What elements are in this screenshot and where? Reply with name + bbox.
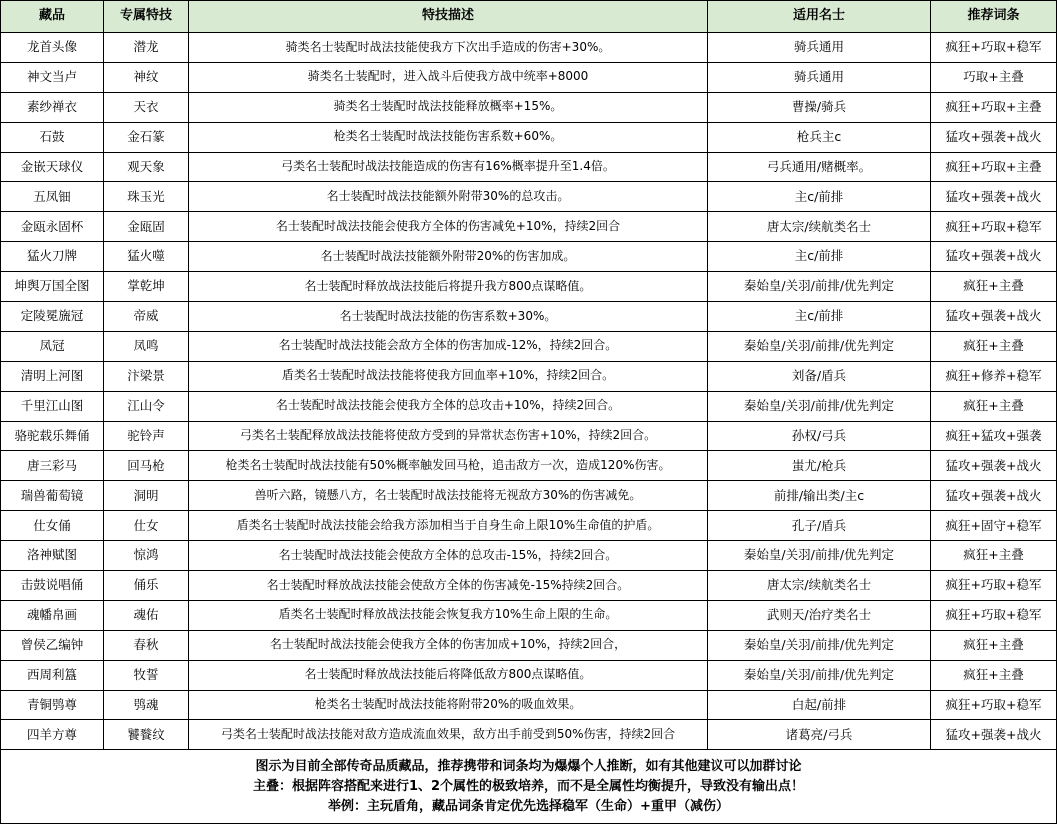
cell-collection: 龙首头像: [1, 33, 104, 63]
table-row: [1, 421, 1057, 451]
cell-skill: 回马枪: [104, 451, 189, 481]
cell-recommended-affix: 疯狂+巧取+主叠: [931, 152, 1057, 182]
cell-collection: 魂幡帛画: [1, 600, 104, 630]
cell-skill: 鸮魂: [104, 690, 189, 720]
cell-collection: 坤舆万国全图: [1, 272, 104, 302]
cell-suitable-hero: 白起/前排: [708, 690, 931, 720]
header-collection: 藏品: [1, 1, 104, 33]
cell-recommended-affix: 疯狂+巧取+稳军: [931, 571, 1057, 601]
cell-skill: 洞明: [104, 481, 189, 511]
cell-skill: 驼铃声: [104, 421, 189, 451]
cell-description: 名士装配时战法技能会使我方全体的伤害加成+10%，持续2回合，: [189, 630, 708, 660]
cell-description: 名士装配时战法技能会使我方全体的伤害减免+10%，持续2回合: [189, 212, 708, 242]
notes-row: [1, 750, 1057, 824]
cell-collection: 定陵冕旒冠: [1, 302, 104, 332]
cell-description: 名士装配时战法技能额外附带30%的总攻击。: [189, 182, 708, 212]
cell-skill: 牧誓: [104, 660, 189, 690]
cell-collection: 青铜鸮尊: [1, 690, 104, 720]
table-row: [1, 361, 1057, 391]
table-row: [1, 541, 1057, 571]
cell-description: 盾类名士装配时战法技能会给我方添加相当于自身生命上限10%生命值的护盾。: [189, 511, 708, 541]
table-row: [1, 122, 1057, 152]
cell-collection: 千里江山图: [1, 391, 104, 421]
cell-skill: 仕女: [104, 511, 189, 541]
cell-recommended-affix: 疯狂+巧取+稳军: [931, 690, 1057, 720]
cell-skill: 珠玉光: [104, 182, 189, 212]
cell-description: 盾类名士装配时释放战法技能会恢复我方10%生命上限的生命。: [189, 600, 708, 630]
header-skill: 专属特技: [104, 1, 189, 33]
cell-suitable-hero: 主c/前排: [708, 182, 931, 212]
cell-skill: 春秋: [104, 630, 189, 660]
cell-skill: 凤鸣: [104, 331, 189, 361]
cell-suitable-hero: 秦始皇/关羽/前排/优先判定: [708, 391, 931, 421]
table-row: [1, 630, 1057, 660]
cell-recommended-affix: 疯狂+巧取+稳军: [931, 33, 1057, 63]
cell-collection: 骆驼载乐舞俑: [1, 421, 104, 451]
cell-skill: 观天象: [104, 152, 189, 182]
cell-collection: 唐三彩马: [1, 451, 104, 481]
cell-collection: 击鼓说唱俑: [1, 571, 104, 601]
cell-suitable-hero: 秦始皇/关羽/前排/优先判定: [708, 331, 931, 361]
cell-collection: 洛神赋图: [1, 541, 104, 571]
cell-collection: 清明上河图: [1, 361, 104, 391]
cell-suitable-hero: 秦始皇/关羽/前排/优先判定: [708, 272, 931, 302]
cell-suitable-hero: 秦始皇/关羽/前排/优先判定: [708, 541, 931, 571]
cell-description: 弓类名士装配释放战法技能将使敌方受到的异常状态伤害+10%，持续2回合。: [189, 421, 708, 451]
note-line-3: 举例：主玩盾角，藏品词条肯定优先选择稳军（生命）+重甲（减伤）: [328, 798, 729, 814]
cell-skill: 俑乐: [104, 571, 189, 601]
cell-collection: 四羊方尊: [1, 720, 104, 750]
cell-recommended-affix: 猛攻+强袭+战火: [931, 242, 1057, 272]
cell-description: 名士装配时战法技能会使我方全体的总攻击+10%，持续2回合。: [189, 391, 708, 421]
cell-suitable-hero: 秦始皇/关羽/前排/优先判定: [708, 660, 931, 690]
cell-recommended-affix: 猛攻+强袭+战火: [931, 451, 1057, 481]
cell-description: 名士装配时战法技能会敌方全体的伤害加成-12%，持续2回合。: [189, 331, 708, 361]
cell-recommended-affix: 疯狂+固守+稳军: [931, 511, 1057, 541]
table-row: [1, 511, 1057, 541]
table-row: [1, 391, 1057, 421]
cell-description: 名士装配时释放战法技能会使敌方全体的伤害减免-15%持续2回合。: [189, 571, 708, 601]
cell-skill: 江山令: [104, 391, 189, 421]
table-row: [1, 152, 1057, 182]
cell-recommended-affix: 猛攻+强袭+战火: [931, 122, 1057, 152]
cell-description: 枪类名士装配时战法技能将附带20%的吸血效果。: [189, 690, 708, 720]
cell-description: 盾类名士装配时战法技能将使我方回血率+10%，持续2回合。: [189, 361, 708, 391]
cell-suitable-hero: 诸葛亮/弓兵: [708, 720, 931, 750]
cell-collection: 神文当卢: [1, 62, 104, 92]
cell-recommended-affix: 疯狂+巧取+主叠: [931, 92, 1057, 122]
cell-recommended-affix: 疯狂+主叠: [931, 541, 1057, 571]
cell-recommended-affix: 猛攻+强袭+战火: [931, 182, 1057, 212]
table-row: [1, 690, 1057, 720]
table-row: [1, 33, 1057, 63]
header-suitable-hero: 适用名士: [708, 1, 931, 33]
cell-recommended-affix: 猛攻+强袭+战火: [931, 481, 1057, 511]
cell-description: 名士装配时战法技能的伤害系数+30%。: [189, 302, 708, 332]
cell-collection: 曾侯乙编钟: [1, 630, 104, 660]
cell-description: 骑类名士装配时战法技能使我方下次出手造成的伤害+30%。: [189, 33, 708, 63]
cell-description: 名士装配时释放战法技能后将降低敌方800点谋略值。: [189, 660, 708, 690]
notes-cell: [1, 750, 1057, 824]
cell-suitable-hero: 唐太宗/续航类名士: [708, 212, 931, 242]
cell-description: 名士装配时释放战法技能后将提升我方800点谋略值。: [189, 272, 708, 302]
table-row: [1, 182, 1057, 212]
cell-description: 骑类名士装配时，进入战斗后使我方战中统率+8000: [189, 62, 708, 92]
cell-skill: 掌乾坤: [104, 272, 189, 302]
cell-suitable-hero: 主c/前排: [708, 302, 931, 332]
cell-suitable-hero: 弓兵通用/赌概率。: [708, 152, 931, 182]
table-row: [1, 302, 1057, 332]
table-body: [1, 33, 1057, 824]
header-recommended-affix: 推荐词条: [931, 1, 1057, 33]
cell-suitable-hero: 前排/输出类/主c: [708, 481, 931, 511]
cell-suitable-hero: 主c/前排: [708, 242, 931, 272]
cell-description: 弓类名士装配时战法技能造成的伤害有16%概率提升至1.4倍。: [189, 152, 708, 182]
table-row: [1, 62, 1057, 92]
cell-collection: 五凤钿: [1, 182, 104, 212]
cell-skill: 惊鸿: [104, 541, 189, 571]
cell-collection: 瑞兽葡萄镜: [1, 481, 104, 511]
cell-recommended-affix: 疯狂+修养+稳军: [931, 361, 1057, 391]
cell-skill: 神纹: [104, 62, 189, 92]
cell-collection: 猛火刀牌: [1, 242, 104, 272]
cell-skill: 金瓯固: [104, 212, 189, 242]
cell-recommended-affix: 猛攻+强袭+战火: [931, 720, 1057, 750]
table-row: [1, 212, 1057, 242]
cell-description: 名士装配时战法技能会使敌方全体的总攻击-15%，持续2回合。: [189, 541, 708, 571]
cell-description: 兽听六路，镜懸八方，名士装配时战法技能将无视敌方30%的伤害减免。: [189, 481, 708, 511]
cell-suitable-hero: 孔子/盾兵: [708, 511, 931, 541]
cell-suitable-hero: 骑兵通用: [708, 33, 931, 63]
table-row: [1, 451, 1057, 481]
cell-recommended-affix: 猛攻+强袭+战火: [931, 302, 1057, 332]
note-line-1: 图示为目前全部传奇品质藏品，推荐携带和词条均为爆爆个人推断，如有其他建议可以加群讨论: [255, 758, 802, 774]
table-row: [1, 571, 1057, 601]
table-row: [1, 720, 1057, 750]
table-row: [1, 331, 1057, 361]
cell-collection: 西周利簋: [1, 660, 104, 690]
cell-recommended-affix: 疯狂+主叠: [931, 331, 1057, 361]
table-row: [1, 600, 1057, 630]
cell-suitable-hero: 刘备/盾兵: [708, 361, 931, 391]
cell-skill: 汴梁景: [104, 361, 189, 391]
note-line-2: 主叠：根据阵容搭配来进行1、2个属性的极致培养，而不是全属性均衡提升，导致没有输出点！: [252, 778, 805, 794]
table-row: [1, 272, 1057, 302]
cell-recommended-affix: 疯狂+主叠: [931, 391, 1057, 421]
cell-recommended-affix: 疯狂+主叠: [931, 272, 1057, 302]
cell-recommended-affix: 疯狂+主叠: [931, 630, 1057, 660]
cell-recommended-affix: 疯狂+巧取+稳军: [931, 212, 1057, 242]
cell-suitable-hero: 骑兵通用: [708, 62, 931, 92]
table-header-row: [1, 1, 1057, 33]
cell-skill: 魂佑: [104, 600, 189, 630]
table-row: [1, 481, 1057, 511]
cell-description: 枪类名士装配时战法技能伤害系数+60%。: [189, 122, 708, 152]
cell-skill: 猛火噬: [104, 242, 189, 272]
cell-suitable-hero: 蚩尤/枪兵: [708, 451, 931, 481]
cell-recommended-affix: 疯狂+主叠: [931, 660, 1057, 690]
cell-skill: 饕餮纹: [104, 720, 189, 750]
cell-suitable-hero: 枪兵主c: [708, 122, 931, 152]
cell-collection: 素纱禅衣: [1, 92, 104, 122]
cell-collection: 金嵌天球仪: [1, 152, 104, 182]
cell-skill: 潜龙: [104, 33, 189, 63]
cell-collection: 仕女俑: [1, 511, 104, 541]
cell-recommended-affix: 疯狂+猛攻+强袭: [931, 421, 1057, 451]
cell-description: 骑类名士装配时战法技能释放概率+15%。: [189, 92, 708, 122]
cell-suitable-hero: 孙权/弓兵: [708, 421, 931, 451]
cell-collection: 金瓯永固杯: [1, 212, 104, 242]
cell-suitable-hero: 秦始皇/关羽/前排/优先判定: [708, 630, 931, 660]
cell-skill: 金石篆: [104, 122, 189, 152]
cell-description: 枪类名士装配时战法技能有50%概率触发回马枪，追击敌方一次，造成120%伤害。: [189, 451, 708, 481]
table-row: [1, 660, 1057, 690]
cell-skill: 帝威: [104, 302, 189, 332]
cell-suitable-hero: 曹操/骑兵: [708, 92, 931, 122]
cell-recommended-affix: 巧取+主叠: [931, 62, 1057, 92]
cell-collection: 石鼓: [1, 122, 104, 152]
cell-description: 名士装配时战法技能额外附带20%的伤害加成。: [189, 242, 708, 272]
cell-collection: 凤冠: [1, 331, 104, 361]
cell-description: 弓类名士装配时战法技能对敌方造成流血效果，敌方出手前受到50%伤害，持续2回合: [189, 720, 708, 750]
table-row: [1, 92, 1057, 122]
cell-skill: 天衣: [104, 92, 189, 122]
cell-suitable-hero: 武则天/治疗类名士: [708, 600, 931, 630]
table-row: [1, 242, 1057, 272]
cell-suitable-hero: 唐太宗/续航类名士: [708, 571, 931, 601]
header-description: 特技描述: [189, 1, 708, 33]
cell-recommended-affix: 疯狂+巧取+稳军: [931, 600, 1057, 630]
